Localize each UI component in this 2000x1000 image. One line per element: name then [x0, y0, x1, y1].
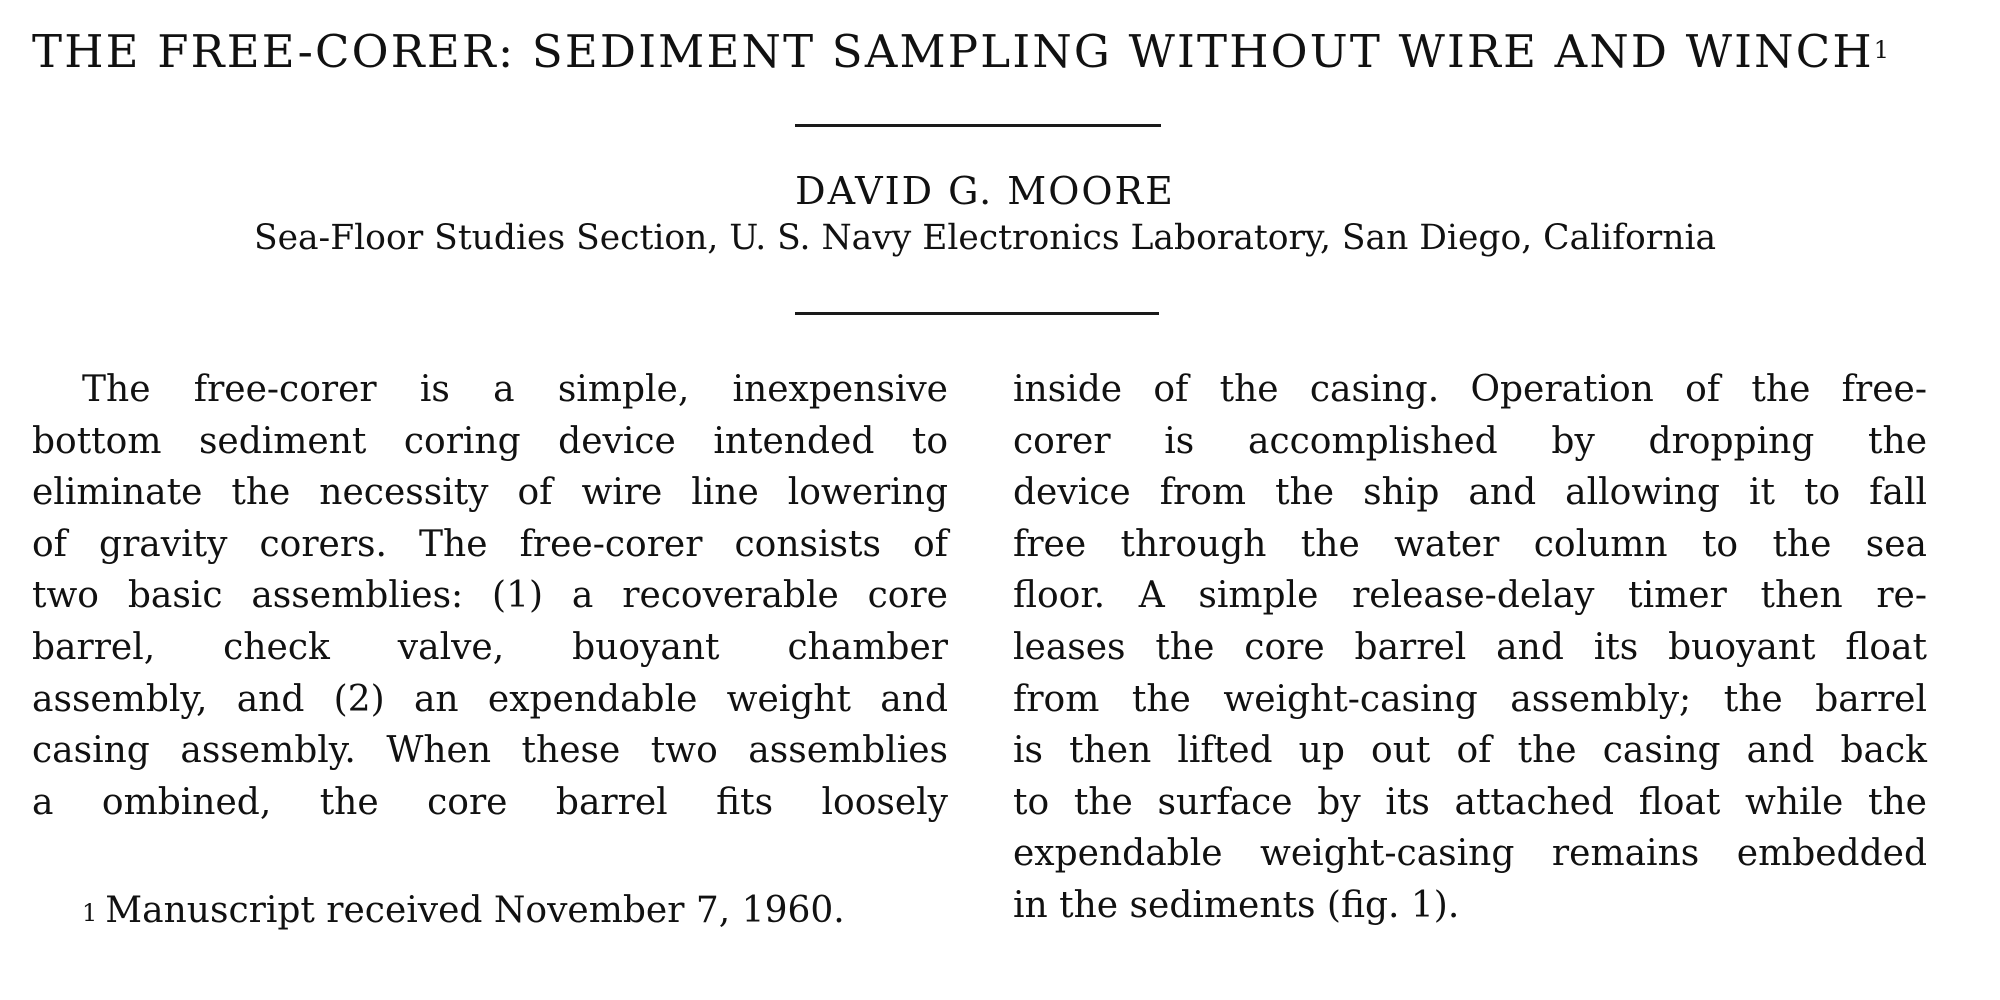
article-title — [32, 22, 1972, 82]
body-line: casing assembly. When these two assemblies — [32, 730, 948, 772]
body-line: assembly, and (2) an expendable weight and — [32, 678, 948, 720]
body-line: bottom sediment coring device intended to — [32, 420, 948, 462]
header-divider-rule — [795, 312, 1159, 315]
footnote — [82, 886, 845, 936]
footnote-text: Manuscript received November 7, 1960. — [105, 890, 845, 931]
body-line: is then lifted up out of the casing and back — [1013, 730, 1927, 772]
body-line: inside of the casing. Operation of the free- — [1013, 369, 1927, 410]
body-line: to the surface by its attached float while the — [1013, 781, 1927, 823]
body-line: of gravity corers. The free-corer consists of — [32, 523, 948, 565]
body-line: leases the core barrel and its buoyant float — [1013, 626, 1927, 668]
right-text-column — [1013, 364, 1927, 932]
article-title-text: THE FREE-CORER: SEDIMENT SAMPLING WITHOUT WIRE AND WINCH — [32, 25, 1874, 78]
author-name: DAVID G. MOORE — [795, 169, 1175, 213]
body-line: from the weight-casing assembly; the barrel — [1013, 678, 1927, 720]
body-line: a ombined, the core barrel fits loosely — [32, 781, 948, 823]
author-affiliation: Sea-Floor Studies Section, U. S. Navy Electronics Laboratory, San Diego, California — [253, 218, 1717, 258]
body-line: corer is accomplished by dropping the — [1013, 420, 1927, 462]
body-line: eliminate the necessity of wire line lowering — [32, 472, 948, 514]
body-line: floor. A simple release-delay timer then re- — [1013, 575, 1927, 617]
body-line: expendable weight-casing remains embedded — [1013, 833, 1927, 875]
body-line: The free-corer is a simple, inexpensive — [82, 369, 948, 410]
footnote-mark: 1 — [82, 899, 98, 927]
title-footnote-mark: 1 — [1873, 36, 1890, 64]
title-divider-rule — [795, 124, 1161, 127]
body-line: device from the ship and allowing it to fall — [1013, 472, 1927, 514]
body-line: free through the water column to the sea — [1013, 523, 1927, 565]
body-line: barrel, check valve, buoyant chamber — [32, 626, 948, 668]
body-line: in the sediments (fig. 1). — [1013, 884, 1460, 926]
body-line: two basic assemblies: (1) a recoverable core — [32, 575, 948, 617]
left-text-column — [32, 364, 948, 828]
